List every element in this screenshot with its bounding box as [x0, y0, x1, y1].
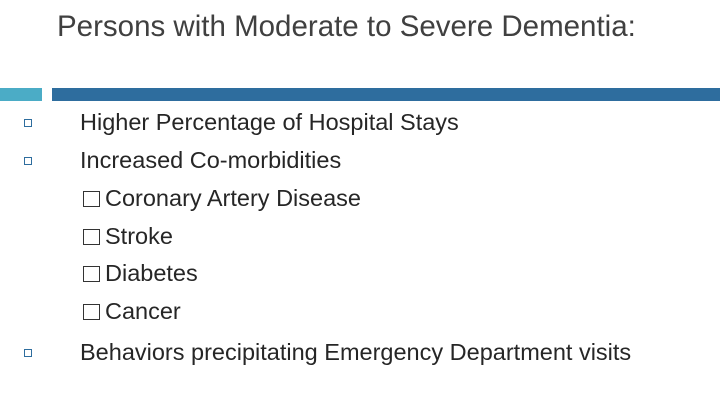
- checkbox-square-icon: [83, 304, 100, 320]
- bullet-square-icon: [24, 157, 32, 165]
- bullet-item-emergency-behaviors: Behaviors precipitating Emergency Department visits: [80, 339, 632, 365]
- sub-bullet-item-stroke: [83, 221, 173, 251]
- sub-bullet-item-diabetes: [83, 258, 198, 288]
- sub-bullet-label: Cancer: [105, 298, 181, 324]
- sub-bullet-label: Stroke: [105, 223, 173, 249]
- checkbox-square-icon: [83, 191, 100, 207]
- bullet-square-icon: [24, 349, 32, 357]
- accent-bar-left: [0, 88, 42, 101]
- checkbox-square-icon: [83, 229, 100, 245]
- checkbox-square-icon: [83, 266, 100, 282]
- sub-bullet-label: Coronary Artery Disease: [105, 185, 361, 211]
- slide-title: Persons with Moderate to Severe Dementia:: [57, 10, 636, 43]
- accent-bar-right: [52, 88, 720, 101]
- bullet-item-hospital-stays: Higher Percentage of Hospital Stays: [80, 109, 459, 135]
- bullet-item-comorbidities: Increased Co-morbidities: [80, 147, 342, 173]
- sub-bullet-label: Diabetes: [105, 260, 198, 286]
- bullet-square-icon: [24, 119, 32, 127]
- sub-bullet-item-coronary: [83, 183, 361, 213]
- sub-bullet-item-cancer: [83, 296, 181, 326]
